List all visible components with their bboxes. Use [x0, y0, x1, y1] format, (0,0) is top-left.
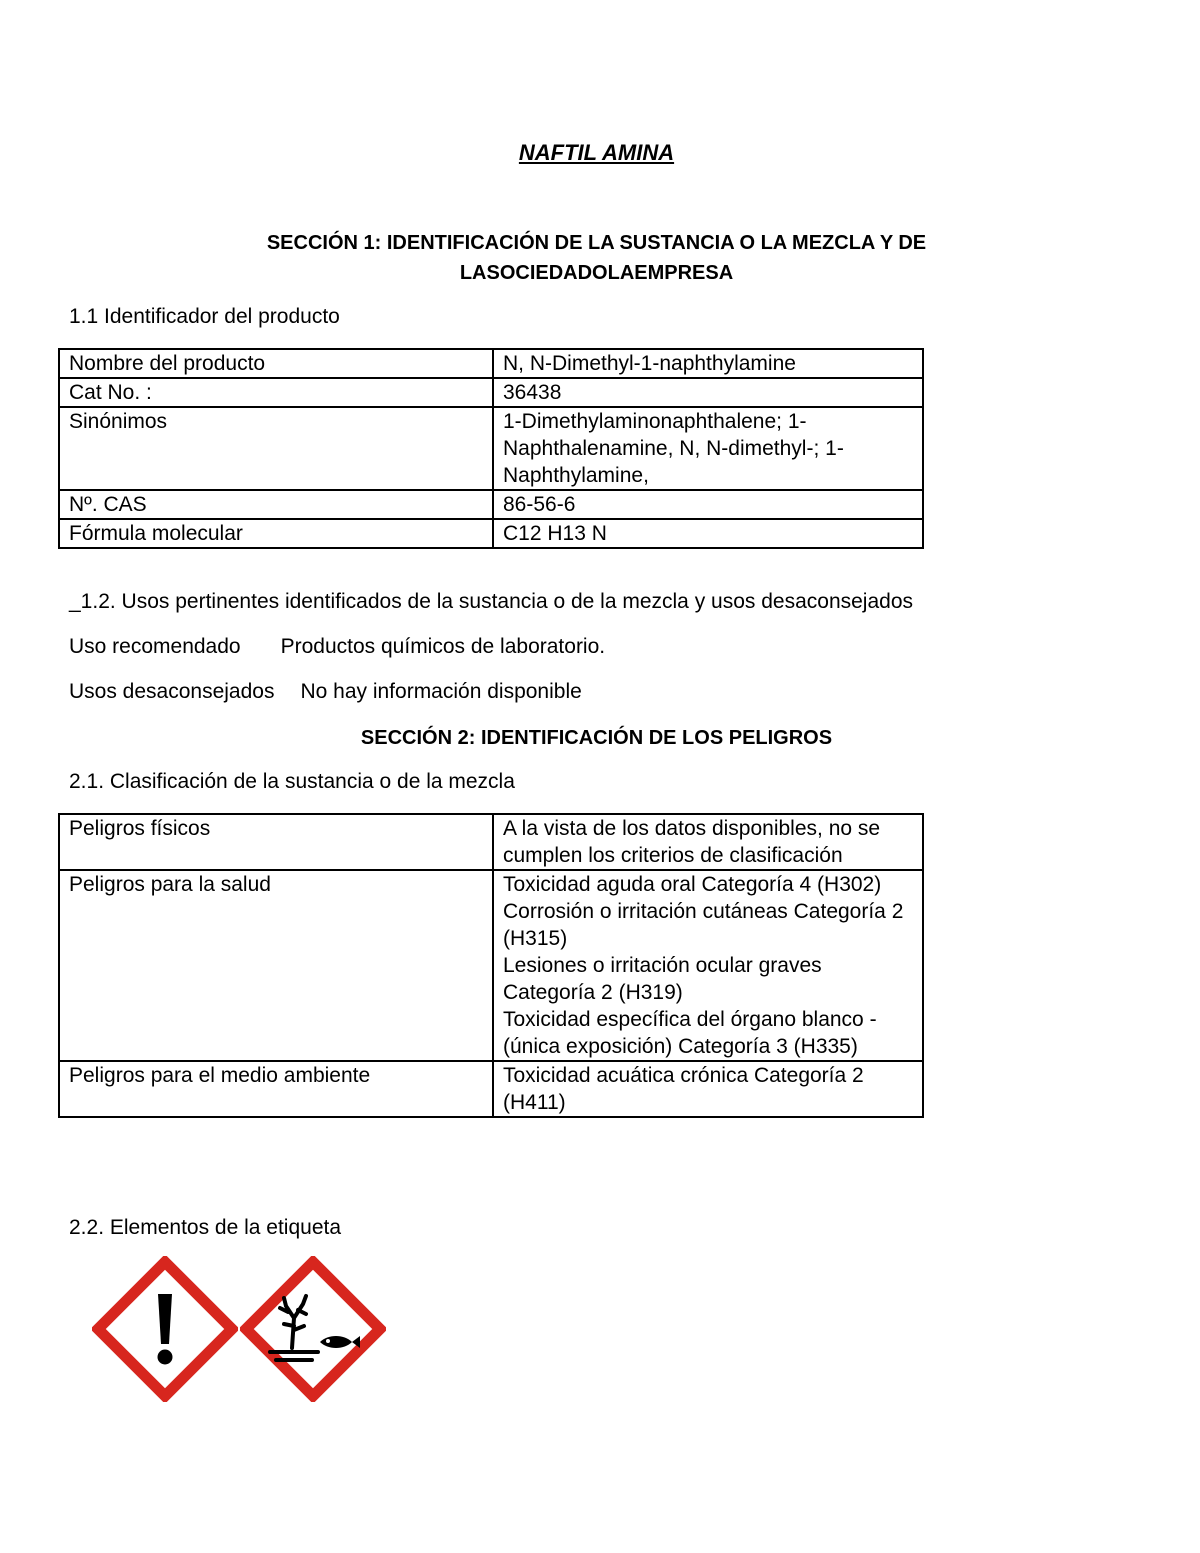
cas-label: Nº. CAS [59, 490, 493, 519]
physical-hazards-value: A la vista de los datos disponibles, no se cumplen los criterios de clasificación [493, 814, 923, 870]
section-2-heading: SECCIÓN 2: IDENTIFICACIÓN DE LOS PELIGROS [360, 727, 833, 749]
cat-no-label: Cat No. : [59, 378, 493, 407]
subsection-2-2: 2.2. Elementos de la etiqueta [69, 1216, 342, 1239]
recommended-use-label: Uso recomendado [69, 635, 241, 658]
discouraged-uses-value: No hay información disponible [300, 680, 582, 703]
health-hazards-label: Peligros para la salud [59, 870, 493, 1061]
health-hazards-value [493, 870, 923, 1061]
physical-hazards-label: Peligros físicos [59, 814, 493, 870]
table-row [59, 870, 923, 1061]
table-row [59, 349, 923, 378]
hazard-classification-table [58, 813, 924, 1118]
table-row [59, 1061, 923, 1117]
health-hazard-line: Toxicidad específica del órgano blanco - (única exposición) Categoría 3 (H335) [503, 1008, 877, 1058]
environment-hazards-label: Peligros para el medio ambiente [59, 1061, 493, 1117]
section-1-heading-line-2: LASOCIEDADOLAEMPRESA [459, 262, 734, 284]
subsection-1-1: 1.1 Identificador del producto [69, 305, 340, 328]
product-name-value: N, N-Dimethyl-1-naphthylamine [493, 349, 923, 378]
document-title: NAFTIL AMINA [518, 140, 675, 165]
synonyms-value: 1-Dimethylaminonaphthalene; 1-Naphthalenamine, N, N-dimethyl-; 1-Naphthylamine, [493, 407, 923, 490]
formula-value: C12 H13 N [493, 519, 923, 548]
health-hazard-line: Toxicidad aguda oral Categoría 4 (H302) Corrosión o irritación cutáneas Categoría 2 (H315) [503, 873, 904, 950]
product-identifier-table [58, 348, 924, 549]
recommended-use-value: Productos químicos de laboratorio. [280, 635, 606, 658]
cas-value: 86-56-6 [493, 490, 923, 519]
environment-hazard-icon [240, 1256, 386, 1402]
discouraged-uses-label: Usos desaconsejados [69, 680, 275, 703]
section-1-heading-line-1: SECCIÓN 1: IDENTIFICACIÓN DE LA SUSTANCIA O LA MEZCLA Y DE [266, 232, 927, 254]
recommended-use-row [69, 634, 605, 660]
cat-no-value: 36438 [493, 378, 923, 407]
subsection-1-2: _1.2. Usos pertinentes identificados de la sustancia o de la mezcla y usos desaconsejados [69, 590, 913, 613]
environment-hazards-value: Toxicidad acuática crónica Categoría 2 (H411) [493, 1061, 923, 1117]
health-hazard-line: Lesiones o irritación ocular graves Categoría 2 (H319) [503, 954, 822, 1004]
table-row [59, 407, 923, 490]
discouraged-uses-row [69, 679, 582, 705]
exclamation-mark-icon [92, 1256, 238, 1402]
subsection-2-1: 2.1. Clasificación de la sustancia o de la mezcla [69, 770, 515, 793]
table-row [59, 490, 923, 519]
table-row [59, 519, 923, 548]
formula-label: Fórmula molecular [59, 519, 493, 548]
table-row [59, 378, 923, 407]
table-row [59, 814, 923, 870]
section-1-heading [100, 228, 1093, 288]
product-name-label: Nombre del producto [59, 349, 493, 378]
synonyms-label: Sinónimos [59, 407, 493, 490]
